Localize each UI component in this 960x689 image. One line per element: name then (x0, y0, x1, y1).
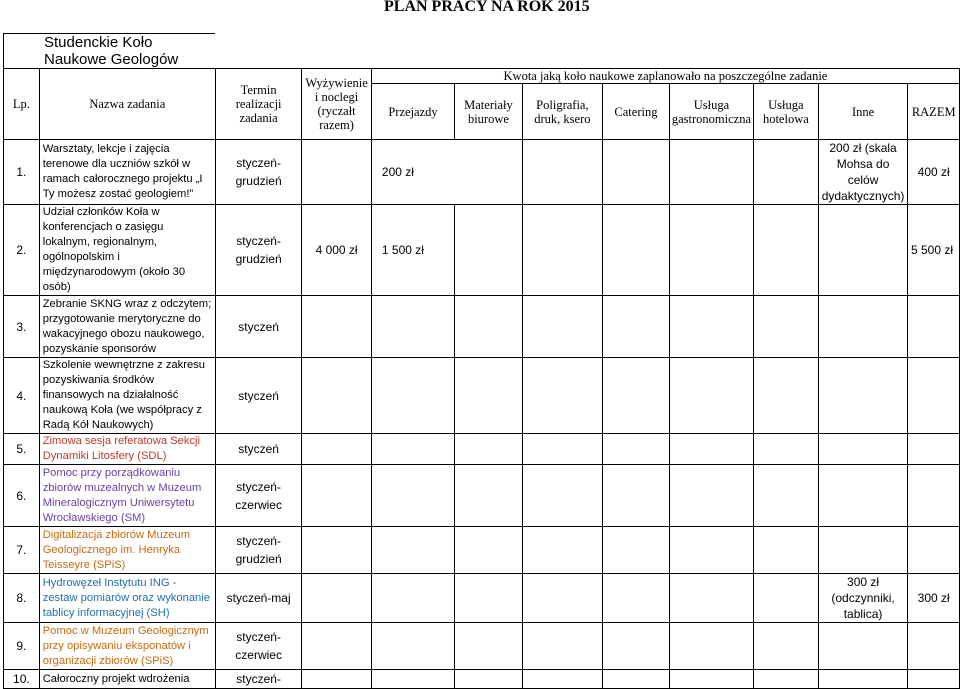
row-task-name: Zebranie SKNG wraz z odczytem; przygotowanie merytoryczne do wakacyjnego obozu naukowego, pozyskanie sponsorów (39, 296, 215, 358)
row-travel: 200 zł (371, 140, 522, 205)
table-row (4, 140, 960, 205)
header-hotel: Usługa hotelowa (754, 84, 819, 140)
row-total: 400 zł (908, 140, 960, 205)
row-lp: 4. (4, 358, 40, 434)
row-travel: 1 500 zł (371, 205, 454, 296)
header-budget-group: Kwota jaką koło naukowe zaplanowało na poszczególne zadanie (371, 69, 959, 84)
row-date: styczeń- (215, 670, 301, 689)
work-plan-table (3, 33, 960, 689)
row-task-name: Zimowa sesja referatowa Sekcji Dynamiki Litosfery (SDL) (39, 434, 215, 465)
header-row-1 (4, 69, 960, 84)
row-date: styczeń-grudzień (215, 140, 301, 205)
row-lp: 9. (4, 623, 40, 670)
header-task-name: Nazwa zadania (39, 69, 215, 140)
table-row (4, 574, 960, 623)
row-task-name: Hydrowęzeł Instytutu ING - zestaw pomiarów oraz wykonanie tablicy informacyjnej (SH) (39, 574, 215, 623)
row-date: styczeń-czerwiec (215, 465, 301, 527)
table-row (4, 434, 960, 465)
row-lp: 1. (4, 140, 40, 205)
header-other: Inne (818, 84, 908, 140)
row-lp: 10. (4, 670, 40, 689)
row-task-name: Pomoc w Muzeum Geologicznym przy opisywaniu eksponatów i organizacji zbiorów (SPiS) (39, 623, 215, 670)
row-task-name: Szkolenie wewnętrzne z zakresu pozyskiwania środków finansowych na działalność naukową Koła (we współpracy z Radą Kół Naukowych) (39, 358, 215, 434)
page-title: PLAN PRACY NA ROK 2015 (384, 0, 590, 15)
table-row (4, 465, 960, 527)
row-date: styczeń-grudzień (215, 527, 301, 574)
row-date: styczeń-maj (215, 574, 301, 623)
header-office: Materiały biurowe (455, 84, 523, 140)
row-date: styczeń (215, 296, 301, 358)
row-task-name: Udział członków Koła w konferencjach o zasięgu lokalnym, regionalnym, ogólnopolskim i międzynarodowym (około 30 osób) (39, 205, 215, 296)
row-total: 5 500 zł (908, 205, 960, 296)
row-lp: 5. (4, 434, 40, 465)
header-catering: Catering (603, 84, 670, 140)
header-travel: Przejazdy (371, 84, 454, 140)
header-total: RAZEM (908, 84, 960, 140)
row-date: styczeń (215, 434, 301, 465)
table-row (4, 296, 960, 358)
row-task-name: Warsztaty, lekcje i zajęcia terenowe dla uczniów szkół w ramach całorocznego projektu „I Ty możesz zostać geologiem!” (39, 140, 215, 205)
row-other: 300 zł (odczynniki, tablica) (818, 574, 908, 623)
header-lp: Lp. (4, 69, 40, 140)
row-task-name: Całoroczny projekt wdrożenia (39, 670, 215, 689)
row-lp: 3. (4, 296, 40, 358)
header-printing: Poligrafia, druk, ksero (522, 84, 602, 140)
row-lp: 8. (4, 574, 40, 623)
table-row (4, 205, 960, 296)
header-food: Wyżywienie i noclegi (ryczałt razem) (302, 69, 372, 140)
row-date: styczeń-grudzień (215, 205, 301, 296)
row-date: styczeń-czerwiec (215, 623, 301, 670)
row-lp: 2. (4, 205, 40, 296)
header-date: Termin realizacji zadania (215, 69, 301, 140)
table-row (4, 527, 960, 574)
row-lp: 7. (4, 527, 40, 574)
table-row (4, 623, 960, 670)
row-task-name: Digitalizacja zbiorów Muzeum Geologicznego im. Henryka Teisseyre (SPiS) (39, 527, 215, 574)
organization-name: Studenckie Koło Naukowe Geologów (4, 34, 216, 69)
row-date: styczeń (215, 358, 301, 434)
header-gastro: Usługa gastronomiczna (669, 84, 753, 140)
table-row (4, 358, 960, 434)
row-food: 4 000 zł (302, 205, 372, 296)
org-row (4, 34, 960, 69)
row-lp: 6. (4, 465, 40, 527)
table-row (4, 670, 960, 689)
row-other: 200 zł (skala Mohsa do celów dydaktycznych) (818, 140, 908, 205)
row-task-name: Pomoc przy porządkowaniu zbiorów muzealnych w Muzeum Mineralogicznym Uniwersytetu Wrocławskiego (SM) (39, 465, 215, 527)
row-total: 300 zł (908, 574, 960, 623)
